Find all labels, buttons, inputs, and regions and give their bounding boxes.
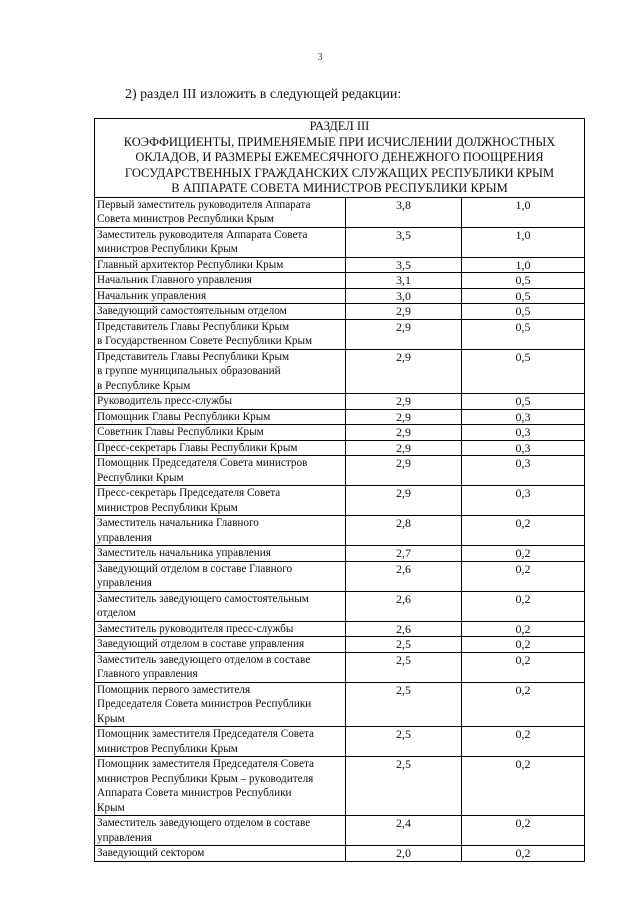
bonus-cell: 0,2 <box>462 591 585 621</box>
coefficient-cell: 2,5 <box>346 652 462 682</box>
bonus-cell: 0,5 <box>462 319 585 349</box>
position-name-line: Заместитель руководителя Аппарата Совета <box>97 228 308 241</box>
coefficient-cell: 2,9 <box>346 486 462 516</box>
position-name-line: Руководитель пресс-службы <box>97 395 233 407</box>
table-row <box>95 816 585 846</box>
position-name-cell <box>95 516 346 546</box>
coefficient-cell: 2,5 <box>346 757 462 816</box>
table-row <box>95 273 585 289</box>
coefficients-table <box>94 118 585 862</box>
table-row <box>95 288 585 304</box>
bonus-cell: 0,3 <box>462 409 585 425</box>
position-name-cell <box>95 273 346 289</box>
coefficient-cell: 2,9 <box>346 425 462 441</box>
table-row <box>95 394 585 410</box>
table-row <box>95 486 585 516</box>
coefficient-cell: 3,5 <box>346 257 462 273</box>
position-name-cell <box>95 486 346 516</box>
position-name-line: Первый заместитель руководителя Аппарата <box>97 198 311 211</box>
table-row <box>95 652 585 682</box>
position-name-line: Крым <box>97 801 125 814</box>
position-name-cell <box>95 288 346 304</box>
heading-line: ОКЛАДОВ, И РАЗМЕРЫ ЕЖЕМЕСЯЧНОГО ДЕНЕЖНОГО ПООЩРЕНИЯ <box>135 150 544 164</box>
position-name-line: Председателя Совета министров Республики <box>97 698 312 710</box>
position-name-line: Совета министров Республики Крым <box>97 213 274 225</box>
bonus-cell: 0,3 <box>462 425 585 441</box>
bonus-cell: 0,2 <box>462 682 585 727</box>
position-name-line: Заведующий сектором <box>97 847 205 859</box>
bonus-cell: 0,5 <box>462 288 585 304</box>
position-name-line: Заведующий самостоятельным отделом <box>97 305 287 317</box>
bonus-cell: 0,5 <box>462 349 585 394</box>
position-name-line: Заведующий отделом в составе Главного <box>97 562 293 575</box>
bonus-cell: 0,2 <box>462 846 585 862</box>
coefficient-cell: 3,0 <box>346 288 462 304</box>
table-row <box>95 227 585 257</box>
position-name-cell <box>95 561 346 591</box>
position-name-line: Заместитель заведующего самостоятельным <box>97 592 309 605</box>
table-row <box>95 637 585 653</box>
table-row <box>95 349 585 394</box>
position-name-cell <box>95 227 346 257</box>
position-name-line: министров Республики Крым <box>97 243 238 255</box>
position-name-cell <box>95 304 346 320</box>
position-name-line: Представитель Главы Республики Крым <box>97 320 290 333</box>
position-name-cell <box>95 637 346 653</box>
coefficient-cell: 2,7 <box>346 546 462 562</box>
table-row <box>95 757 585 816</box>
coefficient-cell: 3,8 <box>346 197 462 227</box>
position-name-line: Главного управления <box>97 668 198 680</box>
position-name-line: Пресс-секретарь Председателя Совета <box>97 487 281 499</box>
table-row <box>95 257 585 273</box>
coefficient-cell: 2,6 <box>346 621 462 637</box>
position-name-line: в Государственном Совете Республики Крым <box>97 335 313 347</box>
position-name-line: Главный архитектор Республики Крым <box>97 258 284 271</box>
position-name-cell <box>95 682 346 727</box>
table-row <box>95 425 585 441</box>
position-name-line: Заведующий отделом в составе управления <box>97 638 305 650</box>
position-name-line: Помощник Председателя Совета министров <box>97 457 308 469</box>
position-name-line: Крым <box>97 712 125 725</box>
coefficient-cell: 2,0 <box>346 846 462 862</box>
coefficient-cell: 2,9 <box>346 409 462 425</box>
position-name-line: Помощник заместителя Председателя Совета <box>97 728 314 740</box>
coefficient-cell: 2,9 <box>346 349 462 394</box>
section-title: РАЗДЕЛ III <box>309 119 370 133</box>
table-row <box>95 304 585 320</box>
position-name-cell <box>95 349 346 394</box>
table-row <box>95 846 585 862</box>
bonus-cell: 0,2 <box>462 561 585 591</box>
position-name-line: Помощник первого заместителя <box>97 683 251 696</box>
table-row <box>95 456 585 486</box>
position-name-line: министров Республики Крым <box>97 501 238 514</box>
bonus-cell: 0,3 <box>462 456 585 486</box>
coefficient-cell: 2,5 <box>346 637 462 653</box>
position-name-line: Аппарата Совета министров Республики <box>97 787 292 799</box>
position-name-line: министров Республики Крым – руководителя <box>97 772 314 785</box>
position-name-cell <box>95 757 346 816</box>
bonus-cell: 0,2 <box>462 546 585 562</box>
coefficient-cell: 2,4 <box>346 816 462 846</box>
table-row <box>95 197 585 227</box>
bonus-cell: 0,3 <box>462 486 585 516</box>
position-name-cell <box>95 425 346 441</box>
position-name-line: управления <box>97 531 152 544</box>
position-name-line: Пресс-секретарь Главы Республики Крым <box>97 441 298 454</box>
page-number: 3 <box>317 52 323 63</box>
bonus-cell: 1,0 <box>462 257 585 273</box>
position-name-line: Республики Крым <box>97 471 184 484</box>
position-name-line: Начальник Главного управления <box>97 274 252 286</box>
position-name-line: управления <box>97 577 152 589</box>
position-name-cell <box>95 727 346 757</box>
bonus-cell: 0,2 <box>462 637 585 653</box>
coefficient-cell: 3,1 <box>346 273 462 289</box>
table-row <box>95 621 585 637</box>
position-name-line: Заместитель начальника Главного <box>97 517 259 529</box>
position-name-cell <box>95 591 346 621</box>
bonus-cell: 1,0 <box>462 197 585 227</box>
position-name-cell <box>95 816 346 846</box>
position-name-line: Начальник управления <box>97 289 207 302</box>
position-name-cell <box>95 440 346 456</box>
table-row <box>95 409 585 425</box>
coefficient-cell: 2,6 <box>346 561 462 591</box>
coefficient-cell: 2,8 <box>346 516 462 546</box>
bonus-cell: 0,2 <box>462 727 585 757</box>
coefficient-cell: 2,9 <box>346 394 462 410</box>
table-header-row <box>95 119 585 198</box>
table-heading <box>95 119 585 198</box>
position-name-line: Советник Главы Республики Крым <box>97 426 264 438</box>
position-name-line: отделом <box>97 607 136 619</box>
table-body <box>95 197 585 861</box>
position-name-cell <box>95 409 346 425</box>
position-name-line: Представитель Главы Республики Крым <box>97 350 290 363</box>
position-name-line: Помощник заместителя Председателя Совета <box>97 758 314 770</box>
position-name-cell <box>95 652 346 682</box>
position-name-cell <box>95 546 346 562</box>
position-name-cell <box>95 394 346 410</box>
bonus-cell: 0,2 <box>462 516 585 546</box>
position-name-cell <box>95 197 346 227</box>
coefficient-cell: 2,9 <box>346 456 462 486</box>
table-row <box>95 516 585 546</box>
table-row <box>95 591 585 621</box>
heading-line: КОЭФФИЦИЕНТЫ, ПРИМЕНЯЕМЫЕ ПРИ ИСЧИСЛЕНИИ ДОЛЖНОСТНЫХ <box>123 134 556 149</box>
heading-line: ГОСУДАРСТВЕННЫХ ГРАЖДАНСКИХ СЛУЖАЩИХ РЕСПУБЛИКИ КРЫМ <box>124 165 555 180</box>
intro-text: 2) раздел III изложить в следующей редакции: <box>125 87 402 102</box>
bonus-cell: 0,2 <box>462 621 585 637</box>
position-name-cell <box>95 319 346 349</box>
table-row <box>95 546 585 562</box>
coefficient-cell: 2,9 <box>346 440 462 456</box>
bonus-cell: 0,2 <box>462 652 585 682</box>
coefficient-cell: 2,5 <box>346 727 462 757</box>
position-name-line: Заместитель руководителя пресс-службы <box>97 622 294 635</box>
table-row <box>95 682 585 727</box>
position-name-line: Заместитель заведующего отделом в составе <box>97 653 311 666</box>
position-name-line: в группе муниципальных образований <box>97 365 281 377</box>
position-name-line: Помощник Главы Республики Крым <box>97 410 271 423</box>
coefficient-cell: 2,9 <box>346 319 462 349</box>
position-name-line: Заместитель заведующего отделом в составе <box>97 817 311 829</box>
position-name-line: министров Республики Крым <box>97 742 238 755</box>
position-name-cell <box>95 257 346 273</box>
bonus-cell: 1,0 <box>462 227 585 257</box>
position-name-cell <box>95 846 346 862</box>
bonus-cell: 0,5 <box>462 394 585 410</box>
bonus-cell: 0,3 <box>462 440 585 456</box>
position-name-cell <box>95 621 346 637</box>
coefficient-cell: 2,5 <box>346 682 462 727</box>
table-row <box>95 440 585 456</box>
table-row <box>95 561 585 591</box>
coefficient-cell: 2,6 <box>346 591 462 621</box>
bonus-cell: 0,5 <box>462 304 585 320</box>
table-row <box>95 727 585 757</box>
coefficient-cell: 3,5 <box>346 227 462 257</box>
position-name-line: Заместитель начальника управления <box>97 547 271 559</box>
bonus-cell: 0,2 <box>462 816 585 846</box>
position-name-line: управления <box>97 831 152 844</box>
coefficient-cell: 2,9 <box>346 304 462 320</box>
position-name-line: в Республике Крым <box>97 379 191 392</box>
heading-line: В АППАРАТЕ СОВЕТА МИНИСТРОВ РЕСПУБЛИКИ КРЫМ <box>171 181 508 195</box>
table-row <box>95 319 585 349</box>
position-name-cell <box>95 456 346 486</box>
bonus-cell: 0,2 <box>462 757 585 816</box>
bonus-cell: 0,5 <box>462 273 585 289</box>
